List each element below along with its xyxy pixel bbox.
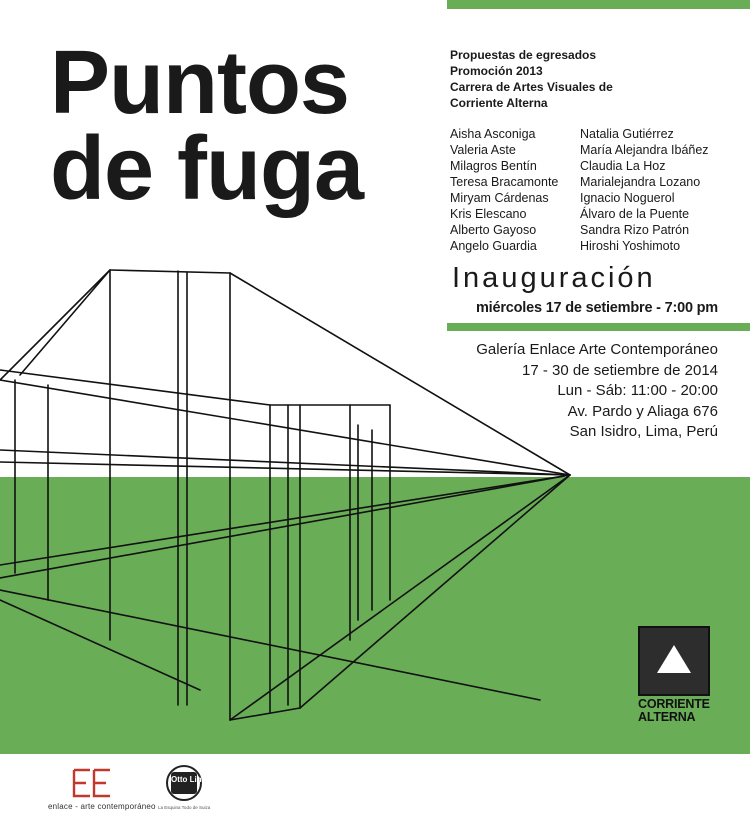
drawing-line: [0, 450, 570, 475]
artist-name: Álvaro de la Puente: [580, 207, 690, 221]
venue-line: San Isidro, Lima, Perú: [569, 423, 718, 440]
artist-name: Kris Elescano: [450, 207, 527, 221]
drawing-line: [300, 475, 570, 708]
drawing-line: [0, 475, 570, 578]
artist-name: Angelo Guardia: [450, 239, 537, 253]
inauguration-heading: Inauguración: [452, 262, 656, 294]
venue-line: Av. Pardo y Aliaga 676: [567, 402, 718, 420]
otto-logo-tagline: La Esquina Todo de Suiza: [158, 805, 211, 810]
subtitle-line: Carrera de Artes Visuales de: [450, 80, 613, 94]
enlace-logo-caption: enlace - arte contemporáneo: [48, 802, 156, 811]
subtitle-line: Propuestas de egresados: [450, 48, 597, 62]
corriente-alterna-logo: [638, 626, 716, 730]
venue-details: [476, 340, 718, 443]
artist-name: Natalia Gutiérrez: [580, 127, 674, 141]
artist-name: Aisha Asconiga: [450, 127, 536, 141]
venue-line: Galería Enlace Arte Contemporáneo: [476, 341, 718, 358]
venue-line: Lun - Sáb: 11:00 - 20:00: [557, 382, 718, 399]
subtitle-line: Corriente Alterna: [450, 96, 548, 110]
artist-name: Milagros Bentín: [450, 159, 537, 173]
venue-line: 17 - 30 de setiembre de 2014: [522, 361, 718, 379]
artist-list-column-1: [450, 126, 558, 254]
drawing-line: [110, 270, 230, 273]
drawing-line: [0, 600, 200, 690]
title-line-1: Puntos: [50, 33, 349, 133]
artist-name: Alberto Gayoso: [450, 223, 537, 237]
drawing-line: [230, 708, 300, 720]
enlace-logo: [48, 768, 168, 814]
artist-name: María Alejandra Ibáñez: [580, 143, 709, 157]
artist-name: Ignacio Noguerol: [580, 191, 675, 205]
triangle-in-square-icon: [638, 626, 710, 696]
artist-name: Claudia La Hoz: [580, 159, 666, 173]
drawing-line: [230, 475, 570, 720]
otto-logo: [158, 765, 222, 817]
artist-list-column-2: [580, 126, 709, 254]
title-line-2: de fuga: [50, 119, 364, 219]
artist-name: Marialejandra Lozano: [580, 175, 701, 189]
exhibition-title: [50, 33, 364, 219]
artist-name: Miryam Cárdenas: [450, 191, 549, 205]
inauguration-datetime: miércoles 17 de setiembre - 7:00 pm: [475, 300, 718, 316]
corriente-alterna-wordmark: [638, 698, 710, 724]
drawing-line: [20, 270, 110, 375]
artist-name: Valeria Aste: [450, 143, 516, 157]
drawing-line: [0, 270, 110, 380]
artist-name: Teresa Bracamonte: [450, 175, 559, 189]
drawing-line: [0, 475, 570, 565]
subtitle-line: Promoción 2013: [450, 64, 543, 78]
wordmark-line: CORRIENTE: [638, 697, 710, 711]
round-badge-icon: [166, 765, 206, 801]
ee-monogram-icon: [72, 768, 112, 798]
drawing-line: [0, 462, 570, 475]
wordmark-line: ALTERNA: [638, 710, 696, 724]
artist-name: Hiroshi Yoshimoto: [580, 239, 681, 253]
artist-name: Sandra Rizo Patrón: [580, 223, 690, 237]
otto-logo-word: Otto Linz: [171, 775, 206, 784]
exhibition-subtitle: [450, 47, 613, 111]
